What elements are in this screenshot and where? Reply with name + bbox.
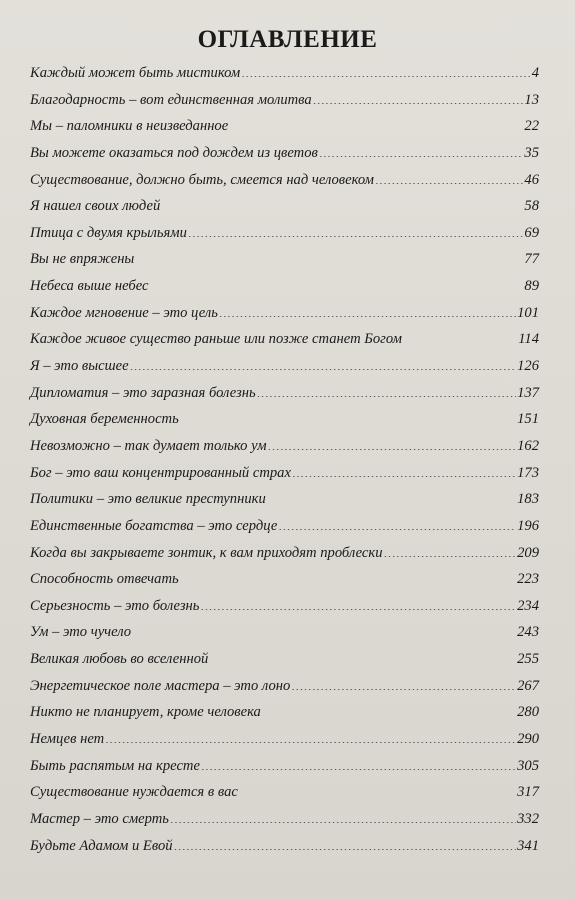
- toc-entry: [30, 167, 539, 194]
- toc-entry-title: Я нашел своих людей: [30, 198, 161, 215]
- toc-entry-title: Политики – это великие преступники: [30, 491, 266, 508]
- toc-entry: [30, 140, 539, 167]
- toc-entry-title: Каждый может быть мистиком: [30, 65, 241, 81]
- toc-entry-page-number: 341: [517, 837, 539, 854]
- toc-entry-title: Бог – это ваш концентрированный страх: [30, 464, 291, 481]
- toc-entry: [30, 833, 539, 860]
- toc-entry-title: Никто не планирует, кроме человека: [30, 704, 261, 721]
- toc-entry-page-number: 234: [517, 597, 539, 614]
- dot-leader: [292, 476, 516, 477]
- toc-entry-page-number: 137: [517, 384, 539, 401]
- table-of-contents: [30, 60, 539, 859]
- toc-entry-page-number: 35: [524, 144, 539, 161]
- dot-leader: [105, 742, 516, 743]
- dot-leader: [268, 449, 517, 450]
- toc-entry: [30, 113, 539, 140]
- dot-leader: [180, 582, 516, 583]
- dot-leader: [132, 635, 516, 636]
- toc-entry-title: Каждое мгновение – это цель: [30, 304, 218, 321]
- toc-entry-title: Серьезность – это болезнь: [30, 597, 200, 614]
- toc-entry: [30, 753, 539, 780]
- toc-entry-page-number: 89: [524, 278, 539, 295]
- toc-entry: [30, 380, 539, 407]
- toc-entry-title: Ум – это чучело: [30, 624, 132, 641]
- toc-entry-title: Птица с двумя крыльями: [30, 224, 187, 241]
- dot-leader: [149, 289, 523, 290]
- dot-leader: [188, 236, 524, 237]
- toc-entry-page-number: 22: [524, 118, 539, 135]
- toc-entry-page-number: 209: [517, 544, 539, 561]
- toc-entry-page-number: 267: [517, 677, 539, 694]
- page-title: ОГЛАВЛЕНИЕ: [197, 26, 378, 53]
- toc-entry-title: Мы – паломники в неизведанное: [30, 118, 229, 135]
- toc-entry-page-number: 243: [517, 624, 539, 641]
- toc-entry: [30, 513, 539, 540]
- dot-leader: [201, 769, 516, 770]
- dot-leader: [257, 396, 516, 397]
- toc-entry: [30, 460, 539, 487]
- toc-entry-page-number: 162: [517, 437, 539, 454]
- toc-entry-page-number: 280: [517, 704, 539, 721]
- dot-leader: [262, 715, 516, 716]
- dot-leader: [384, 556, 517, 557]
- toc-entry-page-number: 151: [517, 411, 539, 428]
- toc-entry-page-number: 223: [517, 571, 539, 588]
- toc-entry-page-number: 13: [524, 91, 539, 108]
- toc-entry: [30, 566, 539, 593]
- toc-entry: [30, 193, 539, 220]
- toc-entry: [30, 726, 539, 753]
- toc-entry-title: Великая любовь во вселенной: [30, 651, 209, 668]
- toc-entry-title: Благодарность – вот единственная молитва: [30, 91, 312, 108]
- toc-entry-title: Существование, должно быть, смеется над человеком: [30, 171, 374, 188]
- toc-entry: [30, 273, 539, 300]
- toc-entry: [30, 540, 539, 567]
- toc-entry-title: Я – это высшее: [30, 358, 129, 375]
- toc-entry: [30, 300, 539, 327]
- dot-leader: [200, 609, 516, 610]
- toc-entry: [30, 406, 539, 433]
- dot-leader: [319, 156, 524, 157]
- toc-entry-page-number: 114: [518, 331, 539, 348]
- toc-entry-title: Мастер – это смерть: [30, 810, 169, 827]
- dot-leader: [229, 129, 523, 130]
- toc-entry: [30, 619, 539, 646]
- toc-entry-page-number: 183: [517, 491, 539, 508]
- toc-entry-title: Вы можете оказаться под дождем из цветов: [30, 144, 318, 161]
- toc-entry-title: Каждое живое существо раньше или позже станет Богом: [30, 331, 402, 348]
- dot-leader: [291, 689, 516, 690]
- toc-entry: [30, 246, 539, 273]
- dot-leader: [239, 795, 516, 796]
- toc-entry-title: Когда вы закрываете зонтик, к вам приходят проблески: [30, 544, 383, 561]
- toc-entry: [30, 779, 539, 806]
- toc-entry-title: Будьте Адамом и Евой: [30, 837, 173, 854]
- toc-entry-page-number: 305: [517, 757, 539, 774]
- toc-entry: [30, 353, 539, 380]
- dot-leader: [219, 316, 516, 317]
- toc-entry-page-number: 46: [524, 171, 539, 188]
- toc-entry-page-number: 101: [517, 304, 539, 321]
- dot-leader: [180, 422, 516, 423]
- dot-leader: [241, 76, 531, 77]
- toc-entry-title: Способность отвечать: [30, 571, 179, 588]
- dot-leader: [174, 849, 517, 850]
- toc-entry-page-number: 77: [524, 251, 539, 268]
- toc-entry: [30, 699, 539, 726]
- toc-entry-title: Единственные богатства – это сердце: [30, 517, 278, 534]
- toc-entry: [30, 486, 539, 513]
- dot-leader: [375, 183, 523, 184]
- toc-entry-page-number: 332: [517, 810, 539, 827]
- toc-entry-page-number: 196: [517, 517, 539, 534]
- toc-entry-title: Существование нуждается в вас: [30, 784, 238, 801]
- dot-leader: [278, 529, 516, 530]
- dot-leader: [170, 822, 516, 823]
- toc-entry-title: Быть распятым на кресте: [30, 757, 200, 774]
- toc-entry-page-number: 290: [517, 731, 539, 748]
- dot-leader: [161, 209, 523, 210]
- dot-leader: [130, 369, 517, 370]
- toc-entry: [30, 646, 539, 673]
- toc-entry: [30, 806, 539, 833]
- toc-entry: [30, 433, 539, 460]
- toc-entry-page-number: 317: [517, 784, 539, 801]
- dot-leader: [313, 103, 524, 104]
- toc-entry: [30, 593, 539, 620]
- toc-entry: [30, 87, 539, 114]
- dot-leader: [267, 502, 516, 503]
- toc-entry-title: Вы не впряжены: [30, 251, 135, 268]
- toc-entry-page-number: 69: [524, 224, 539, 241]
- toc-entry-page-number: 58: [524, 198, 539, 215]
- toc-entry: [30, 220, 539, 247]
- toc-entry-page-number: 126: [517, 358, 539, 375]
- toc-entry-page-number: 4: [531, 65, 539, 81]
- toc-entry: [30, 326, 539, 353]
- toc-entry: [30, 673, 539, 700]
- toc-entry-title: Невозможно – так думает только ум: [30, 437, 267, 454]
- dot-leader: [209, 662, 516, 663]
- toc-entry-title: Энергетическое поле мастера – это лоно: [30, 677, 291, 694]
- toc-entry: [30, 60, 539, 87]
- dot-leader: [135, 262, 523, 263]
- toc-entry-title: Дипломатия – это заразная болезнь: [30, 384, 256, 401]
- toc-entry-page-number: 173: [517, 464, 539, 481]
- toc-entry-page-number: 255: [517, 651, 539, 668]
- toc-entry-title: Немцев нет: [30, 731, 105, 748]
- toc-entry-title: Духовная беременность: [30, 411, 179, 428]
- dot-leader: [403, 342, 517, 343]
- toc-entry-title: Небеса выше небес: [30, 278, 149, 295]
